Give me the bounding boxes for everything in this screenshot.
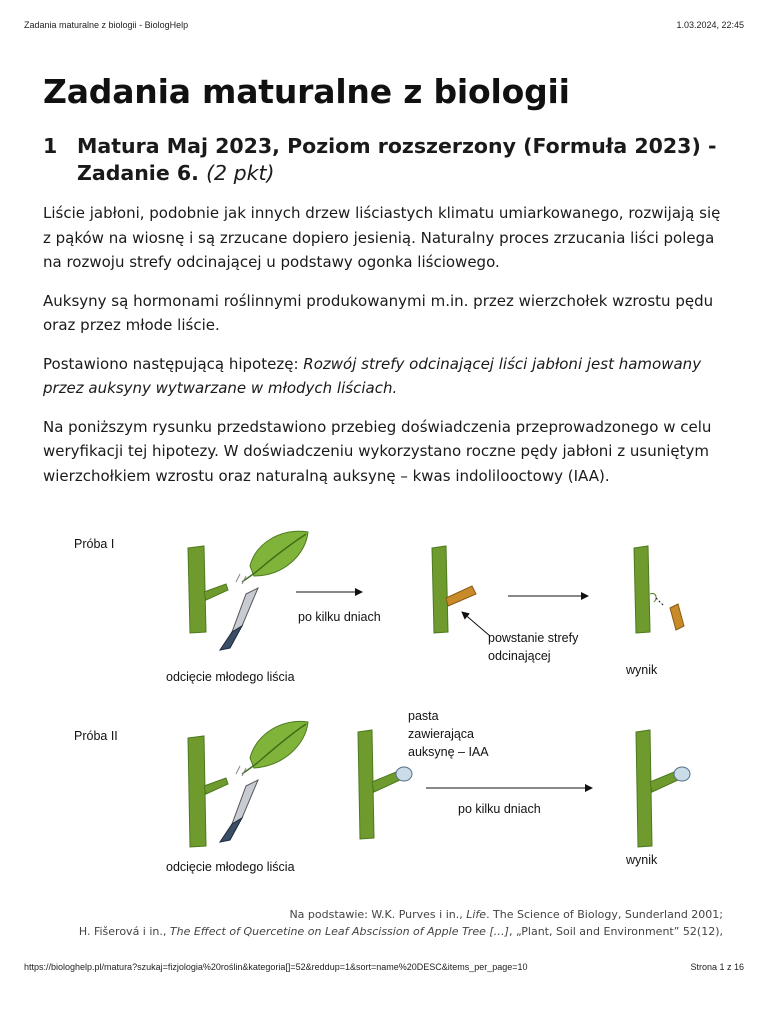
source-line-2	[23, 923, 723, 940]
trial-2-stem-cut	[188, 736, 228, 847]
source-line-2-prefix: H. Fišerová i in.,	[78, 925, 170, 938]
trial-1-after-days: po kilku dniach	[298, 610, 381, 624]
trial-1-result-stem	[634, 546, 684, 633]
trial-2-cut-caption: odcięcie młodego liścia	[166, 860, 295, 874]
print-header-datetime: 1.03.2024, 22:45	[676, 20, 744, 30]
task-title-text: Matura Maj 2023, Poziom rozszerzony (Formuła 2023) - Zadanie 6.	[77, 134, 717, 185]
trial-2-stem-paste	[358, 730, 412, 839]
print-header	[24, 20, 744, 30]
task-points: (2 pkt)	[206, 161, 275, 185]
zone-label-line-2: odcinającej	[488, 649, 551, 663]
hypothesis-intro: Postawiono następującą hipotezę:	[43, 354, 304, 373]
trial-2-result-stem	[636, 730, 690, 847]
paragraph-3	[43, 352, 723, 401]
trial-2-result-label: wynik	[626, 853, 658, 867]
experiment-figure	[60, 520, 700, 880]
page-number: Strona 1 z 16	[690, 962, 744, 972]
trial-1-cut-caption: odcięcie młodego liścia	[166, 670, 295, 684]
main-content	[43, 72, 723, 488]
trial-1-label: Próba I	[74, 537, 115, 551]
trial-1-stem-cut	[188, 546, 228, 633]
paragraph-1: Liście jabłoni, podobnie jak innych drzew liściastych klimatu umiarkowanego, rozwijają się z pąków na wiosnę i są zrzucane dopiero jesienią. Naturalny proces zrzucania liści polega na rozwoju strefy odcinającej u podstawy ogonka liściowego.	[43, 204, 721, 271]
source-line-2-title: The Effect of Quercetine on Leaf Abscission of Apple Tree […]	[169, 925, 509, 938]
print-footer	[24, 962, 744, 972]
paste-label-line-1: pasta	[408, 709, 439, 723]
zone-label-line-1: powstanie strefy	[488, 631, 579, 645]
source-line-1-prefix: Na podstawie: W.K. Purves i in.,	[289, 908, 467, 921]
source-line-1	[23, 906, 723, 923]
trial-1-stem-zone	[432, 546, 476, 633]
trial-1-result-label: wynik	[626, 663, 658, 677]
leaf-icon	[242, 721, 308, 774]
task-number: 1	[43, 134, 58, 158]
source-line-1-title: Life	[466, 908, 487, 921]
print-header-title: Zadania maturalne z biologii - BiologHelp	[24, 20, 189, 30]
hypothesis-text: Rozwój strefy odcinającej liści jabłoni jest hamowany przez auksyny wytwarzane w młodych liściach.	[43, 354, 702, 397]
figure-source	[23, 906, 723, 940]
paragraph-2: Auksyny są hormonami roślinnymi produkowanymi m.in. przez wierzchołek wzrostu pędu oraz przez młode liście.	[43, 291, 714, 334]
pointer-arrow-icon	[462, 612, 490, 636]
paste-label-line-3: auksynę – IAA	[408, 745, 489, 759]
source-line-1-suffix: . The Science of Biology, Sunderland 2001;	[486, 908, 723, 921]
source-line-2-suffix: , „Plant, Soil and Environment” 52(12),	[508, 925, 723, 938]
task-heading	[43, 133, 723, 187]
page-title: Zadania maturalne z biologii	[43, 72, 570, 111]
paragraph-4: Na poniższym rysunku przedstawiono przebieg doświadczenia przeprowadzonego w celu weryfikacji tej hipotezy. W doświadczeniu wykorzystano roczne pędy jabłoni z usuniętym wierzchołkiem wzrostu oraz naturalną auksynę – kwas indolilooctowy (IAA).	[43, 417, 712, 485]
trial-2-label: Próba II	[74, 729, 118, 743]
leaf-icon	[242, 531, 308, 582]
knife-icon	[220, 766, 258, 842]
paste-label-line-2: zawierająca	[408, 727, 475, 741]
page-url: https://biologhelp.pl/matura?szukaj=fizjologia%20roślin&kategoria[]=52&reddup=1&sort=name%20DESC&items_per_page=10	[24, 962, 528, 972]
trial-2-after-days: po kilku dniach	[458, 802, 541, 816]
